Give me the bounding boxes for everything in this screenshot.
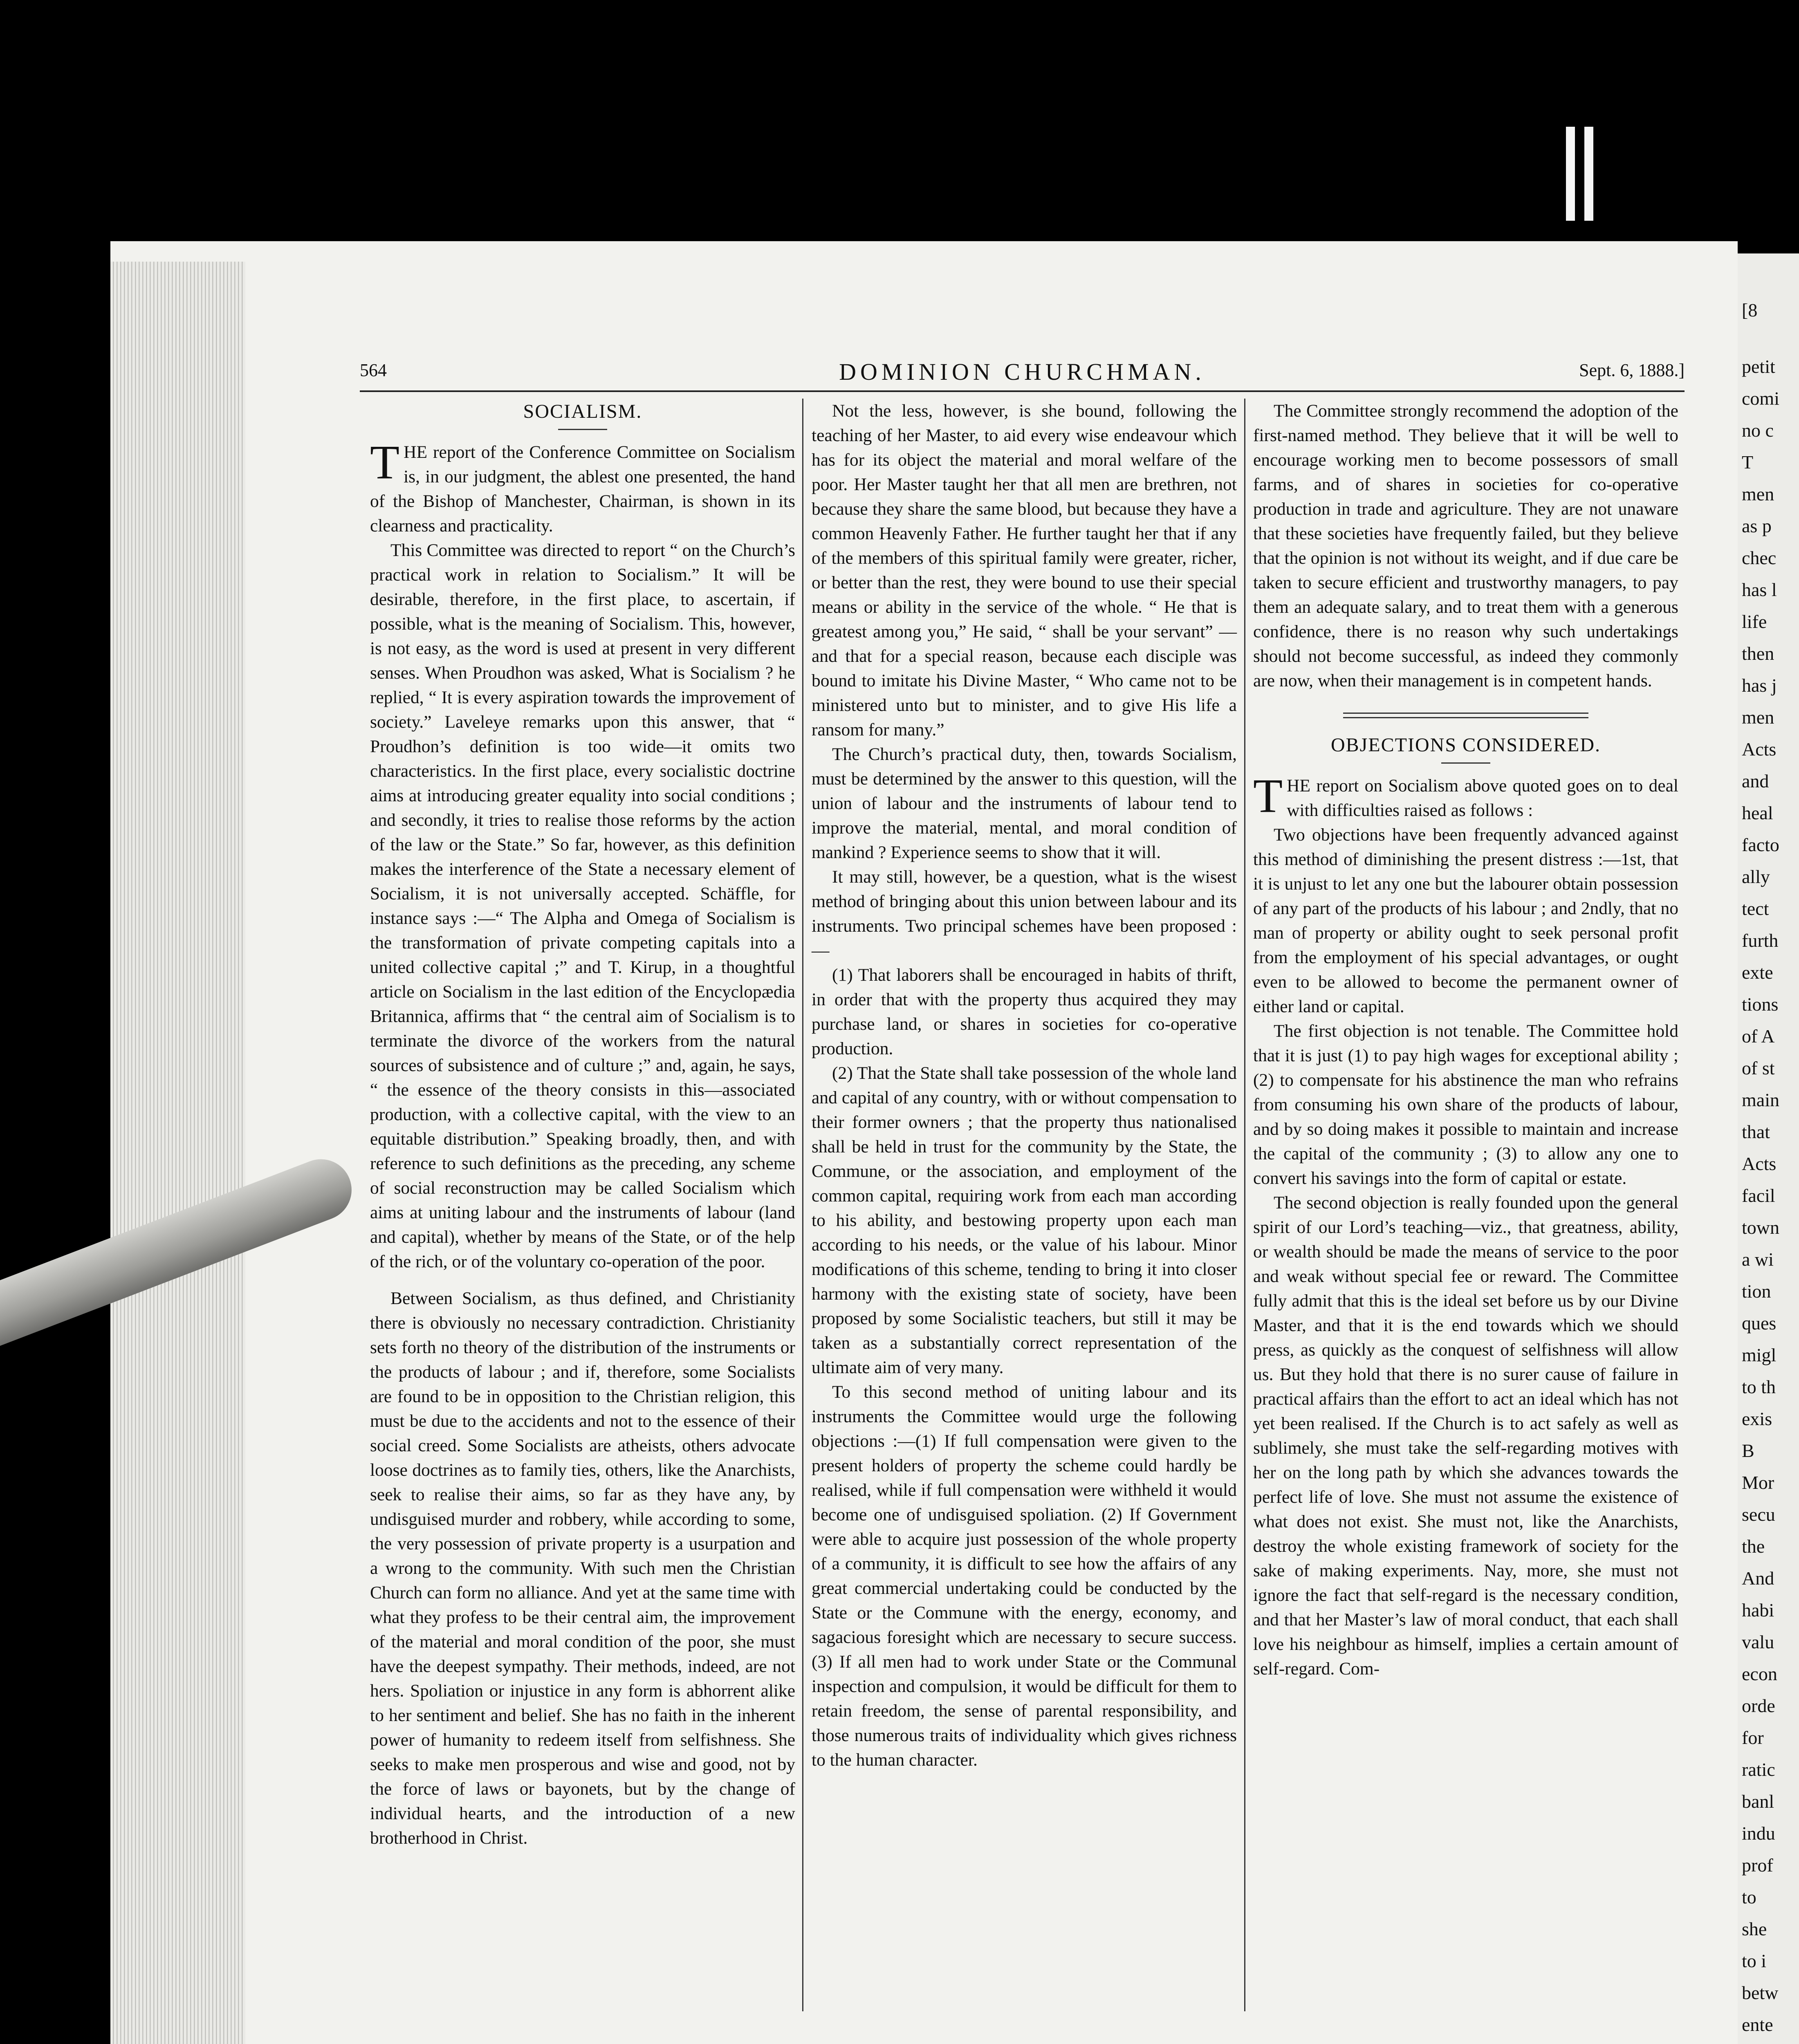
next-page-line: Acts — [1742, 739, 1777, 760]
next-page-line: T — [1742, 452, 1754, 473]
article-title-objections: OBJECTIONS CONSIDERED. — [1330, 734, 1601, 756]
next-page-line: to i — [1742, 1950, 1767, 1971]
title-rule — [558, 429, 607, 430]
next-page-line: tect — [1742, 898, 1769, 919]
column-2 — [812, 399, 1237, 1772]
next-page-line: that — [1742, 1121, 1770, 1142]
article-paragraph: THE report of the Conference Committee on Socialism is, in our judgment, the ablest one presented, the hand of the Bishop of Manchester, Chairman, is shown in its clearness and practicality. — [370, 435, 795, 536]
page-header — [360, 360, 1685, 388]
next-page-line: comi — [1742, 388, 1779, 409]
next-page-line — [1738, 2041, 1799, 2044]
column-3 — [1253, 399, 1678, 1681]
next-page-line: ente — [1742, 2014, 1773, 2035]
next-page-line: has j — [1742, 675, 1777, 696]
page-number: 564 — [360, 360, 387, 380]
next-page-line: ratic — [1742, 1759, 1775, 1780]
next-page-line: valu — [1742, 1632, 1774, 1652]
next-page-line: for — [1742, 1727, 1764, 1748]
article-paragraph: THE report on Socialism above quoted goes on to deal with difficulties raised as follows : — [1253, 769, 1678, 823]
article-paragraph: (1) That laborers shall be encouraged in habits of thrift, in order that with the property thus acquired they may purchase land, or shares in societies for co-operative production. — [812, 965, 1237, 1058]
column-1 — [370, 399, 795, 1850]
article-paragraph: The first objection is not tenable. The Committee hold that it is just (1) to pay high wages for exceptional ability ; (2) to compensate for his abstinence the man who refrains from consuming his own share of the products of labour, and by so doing makes it possible to maintain and increase the capital of the community ; (3) to allow any one to convert his savings into the form of capital or estate. — [1253, 1021, 1678, 1188]
header-rule — [360, 390, 1685, 392]
next-page-line: B — [1742, 1440, 1754, 1461]
next-page-line: town — [1742, 1217, 1779, 1238]
next-page-line: to th — [1742, 1376, 1776, 1397]
page-edges — [110, 262, 245, 2044]
article-paragraph: Two objections have been frequently advanced against this method of diminishing the present distress :—1st, that it is unjust to let any one but the labourer obtain possession of any part of the products of his labour ; and 2ndly, that no man of property or ability ought to seek personal profit from the employment of his special advantages, or ought even to be allowed to become the permanent owner of either land or capital. — [1253, 825, 1678, 1016]
next-page-line: chec — [1742, 547, 1777, 568]
issue-date: Sept. 6, 1888.] — [1579, 360, 1685, 380]
article-paragraph: This Committee was directed to report “ on the Church’s practical work in relation to Socialism.” It will be desirable, therefore, in the first place, to ascertain, if possible, what is the meaning of Socialism. This, however, is not easy, as the word is used at present in very different senses. When Proudhon was asked, What is Socialism ? he replied, “ It is every aspiration towards the improvement of society.” Laveleye remarks upon this answer, that “ Proudhon’s definition is too wide—it omits two characteristics. In the first place, every socialistic doctrine aims at introducing greater equality into social conditions ; and secondly, it tries to realise those reforms by the action of the law or the State.” So far, however, as this definition makes the interference of the State a necessary element of Socialism, it is not universally accepted. Schäffle, for instance says :—“ The Alpha and Omega of Socialism is the transformation of private competing capitals into a united collective capital ;” and T. Kirup, in a thoughtful article on Socialism in the last edition of the Encyclopædia Britannica, affirms that “ the central aim of Socialism is to terminate the divorce of the workers from the natural sources of subsistence and of culture ;” and, again, he says, “ the essence of the theory consists in this—associated production, with a collective capital, with the view to an equitable distribution.” Speaking broadly, then, and with reference to such definitions as the preceding, any scheme of social reconstruction may be called Socialism which aims at uniting labour and the instruments of labour (land and capital), whether by means of the State, or of the help of the rich, or of the voluntary co-operation of the poor. — [370, 540, 795, 1271]
next-page-line: Acts — [1742, 1153, 1777, 1174]
next-page-line: orde — [1742, 1695, 1775, 1716]
article-paragraph: It may still, however, be a question, what is the wisest method of bringing about this union between labour and its instruments. Two principal schemes have been proposed :— — [812, 867, 1237, 960]
next-page-line: main — [1742, 1089, 1779, 1110]
next-page-line: tions — [1742, 994, 1779, 1015]
next-page-line: habi — [1742, 1600, 1774, 1620]
next-page-line: facil — [1742, 1185, 1775, 1206]
next-page-line: the — [1742, 1536, 1765, 1557]
next-page-bracket: [8 — [1742, 300, 1758, 320]
next-page-line: then — [1742, 643, 1774, 664]
section-double-rule — [1343, 713, 1588, 718]
scanner-bar-top-right — [1584, 127, 1593, 221]
next-page-line: exte — [1742, 962, 1773, 983]
article-title-socialism: SOCIALISM. — [523, 401, 642, 422]
next-page-line: men — [1742, 707, 1774, 728]
next-page-line: ques — [1742, 1313, 1777, 1334]
next-page-line: and — [1742, 771, 1769, 791]
next-page-line: of A — [1742, 1026, 1775, 1047]
next-page-line: petit — [1742, 356, 1775, 377]
next-page-line: prof — [1742, 1855, 1773, 1876]
next-page-line: Mor — [1742, 1472, 1774, 1493]
next-page-line: And — [1742, 1568, 1774, 1589]
next-page-fragment — [1738, 253, 1799, 2044]
column-divider-2 — [1244, 399, 1245, 2011]
article-paragraph: (2) That the State shall take possession of the whole land and capital of any country, with or without compensation to their former owners ; that the property thus nationalised shall be held in trust for the community by the State, the Commune, or the association, and employment of the common capital, requiring work from each man according to his ability, and bestowing property upon each man according to his needs, or the value of his labour. Minor modifications of this scheme, tending to bring it into closer harmony with the existing state of society, have been proposed by some Socialistic teachers, but still it may be taken as a substantially correct representation of the ultimate aim of very many. — [812, 1063, 1237, 1377]
next-page-line: of st — [1742, 1058, 1775, 1078]
next-page-line: migl — [1742, 1345, 1777, 1365]
next-page-line: a wi — [1742, 1249, 1774, 1270]
article-paragraph: To this second method of uniting labour and its instruments the Committee would urge the following objections :—(1) If full compensation were given to the present holders of property the scheme could hardly be realised, while if full compensation were withheld it would become one of undisguised spoliation. (2) If Government were able to acquire just possession of the whole property of a community, it is difficult to see how the affairs of any great commercial undertaking could be conducted by the State or the Commune with the energy, economy, and sagacious foresight which are necessary to secure success. (3) If all men had to work under State or the Communal inspection and compulsion, it would be difficult for them to retain freedom, the sense of parental responsibility, and those numerous traits of individuality which gives richness to the human character. — [812, 1382, 1237, 1770]
next-page-line: betw — [1742, 1982, 1779, 2003]
article-paragraph: Not the less, however, is she bound, following the teaching of her Master, to aid every wise endeavour which has for its object the material and moral welfare of the poor. Her Master taught her that all men are brethren, not because they share the same blood, but because they have a common Heavenly Father. He further taught her that if any of the members of this spiritual family were greater, richer, or better than the rest, they were bound to use their special means or ability in the service of the whole. “ He that is greatest among you,” He said, “ shall be your servant” —and that for a special reason, because each disciple was bound to imitate his Divine Master, “ Who came not to be ministered unto but to minister, and to give His life a ransom for many.” — [812, 401, 1237, 740]
next-page-line: heal — [1742, 802, 1773, 823]
masthead-title: DOMINION CHURCHMAN. — [839, 359, 1205, 385]
next-page-line: indu — [1742, 1823, 1775, 1844]
article-paragraph: The second objection is really founded upon the general spirit of our Lord’s teaching—viz., that greatness, ability, or wealth should be made the means of service to the poor and weak without special fee or reward. The Committee fully admit that this is the ideal set before us by our Divine Master, and that it is the end towards which we should press, as quickly as the conquest of selfishness will allow us. But they hold that there is no surer cause of failure in practical affairs than the effort to act an ideal which has not yet been realised. If the Church is to act safely as well as sublimely, she must take the self-regarding motives with her on the long path by which she advances towards the perfect life of love. She must not assume the existence of what does not exist. She must not, like the Anarchists, destroy the whole existing framework of society for the sake of making experiments. Nay, more, she must not ignore the fact that self-regard is the necessary condition, and that her Master’s law of moral conduct, that each shall love his neighbour as himself, implies a certain amount of self-regard. Com- — [1253, 1193, 1678, 1679]
next-page-line: secu — [1742, 1504, 1775, 1525]
article-paragraph: Between Socialism, as thus defined, and Christianity there is obviously no necessary contradiction. Christianity sets forth no theory of the distribution of the instruments or the products of labour ; and if, therefore, some Socialists are found to be in opposition to the Christian religion, this must be due to the accidents and not to the essence of their social creed. Some Socialists are atheists, others advocate loose doctrines as to family ties, others, like the Anarchists, seek to realise their aims, so far as they have any, by undisguised murder and robbery, while according to some, the very possession of private property is a usurpation and a wrong to the community. With such men the Christian Church can form no alliance. And yet at the same time with what they profess to be their central aim, the improvement of the material and moral condition of the poor, she must have the deepest sympathy. Their methods, indeed, are not hers. Spoliation or injustice in any form is abhorrent alike to her sentiment and belief. She has no faith in the inherent power of humanity to redeem itself from selfishness. She seeks to make men prosperous and wise and good, not by the force of laws or bayonets, but by the change of individual hearts, and the introduction of a new brotherhood in Christ. — [370, 1289, 795, 1848]
next-page-line: banl — [1742, 1791, 1774, 1812]
next-page-line: exis — [1742, 1408, 1772, 1429]
title-rule — [1441, 762, 1490, 764]
next-page-line: life — [1742, 611, 1767, 632]
next-page-line: furth — [1742, 930, 1779, 951]
next-page-lines — [1738, 351, 1799, 2044]
article-paragraph: The Church’s practical duty, then, towards Socialism, must be determined by the answer to this question, will the union of labour and the instruments of labour tend to improve the material, mental, and moral condition of mankind ? Experience seems to show that it will. — [812, 744, 1237, 862]
next-page-line: she — [1742, 1918, 1767, 1939]
next-page-line: ally — [1742, 866, 1770, 887]
scanner-bar-top-left — [1566, 127, 1575, 221]
article-paragraph: The Committee strongly recommend the adoption of the first-named method. They believe that it will be well to encourage working men to become possessors of small farms, and of shares in societies for co-operative production in trade and agriculture. They are not unaware that these societies have frequently failed, but they believe that the opinion is not without its weight, and if due care be taken to secure efficient and trustworthy managers, to pay them an adequate salary, and to treat them with a generous confidence, there is no reason why such undertakings should not become successful, as indeed they commonly are now, when their management is in competent hands. — [1253, 401, 1678, 690]
next-page-line: econ — [1742, 1663, 1777, 1684]
next-page-line: no c — [1742, 420, 1774, 441]
next-page-line: tion — [1742, 1281, 1771, 1302]
next-page-line: to — [1742, 1887, 1756, 1907]
column-divider-1 — [802, 399, 803, 2011]
next-page-line: men — [1742, 484, 1774, 504]
next-page-line: has l — [1742, 579, 1777, 600]
next-page-line: facto — [1742, 834, 1779, 855]
next-page-line: as p — [1742, 515, 1772, 536]
